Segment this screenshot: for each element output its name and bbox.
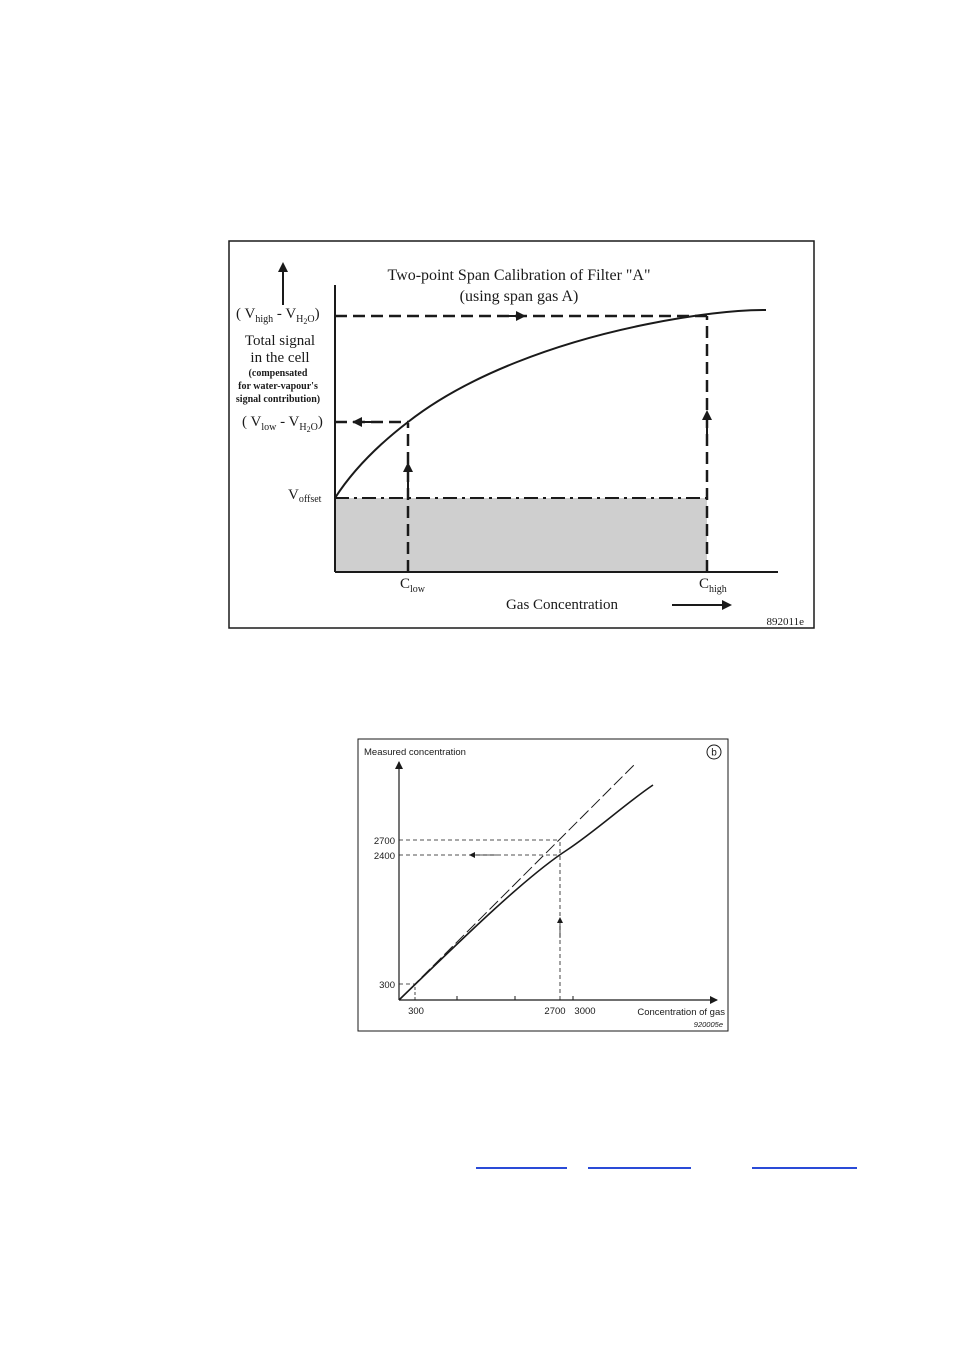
panel-label: b [711,747,717,759]
x-tick-label: 300 [408,1006,424,1017]
c-low-label: $C_{low}$ [400,576,426,595]
y-axis-title: Measured concentration [364,747,466,758]
y-tick-label: 2400 [373,851,395,862]
y-label-line2: in the cell [250,350,310,366]
y-label-line1: Total signal [244,333,316,349]
y-tick-label: 2700 [373,836,395,847]
v-low-label: ( $V_{low} - V_H2O$) [242,414,323,434]
measured-vs-gas-concentration-diagram [357,738,731,1034]
diagram-title-line2: (using span gas A) [459,288,579,305]
figure-id: 920005e [693,1020,723,1029]
y-tick-label: 300 [379,980,395,991]
x-tick-label: 2700 [544,1006,566,1017]
x-axis-label: Gas Concentration [505,597,619,613]
y-label-note3: signal contribution) [235,394,321,405]
y-label-note2: for water-vapour's [238,381,318,392]
x-tick-label: 3000 [574,1006,596,1017]
diagram-title-line1: Two-point Span Calibration of Filter "A" [387,267,651,284]
figure-id: 892011e [766,616,804,628]
panel-frame [358,739,728,1031]
span-calibration-diagram [228,240,818,632]
c-high-label: $C_{high}$ [699,576,727,595]
v-high-label: ( $V_{high} - V_H2O$) [236,306,320,326]
link-underline[interactable] [588,1167,691,1169]
y-label-note1: (compensated [248,368,308,379]
offset-area [335,498,707,571]
v-offset-label: $V_{offset}$ [288,487,322,505]
link-underline[interactable] [752,1167,857,1169]
link-underline[interactable] [476,1167,567,1169]
x-axis-title: Concentration of gas [637,1007,725,1018]
